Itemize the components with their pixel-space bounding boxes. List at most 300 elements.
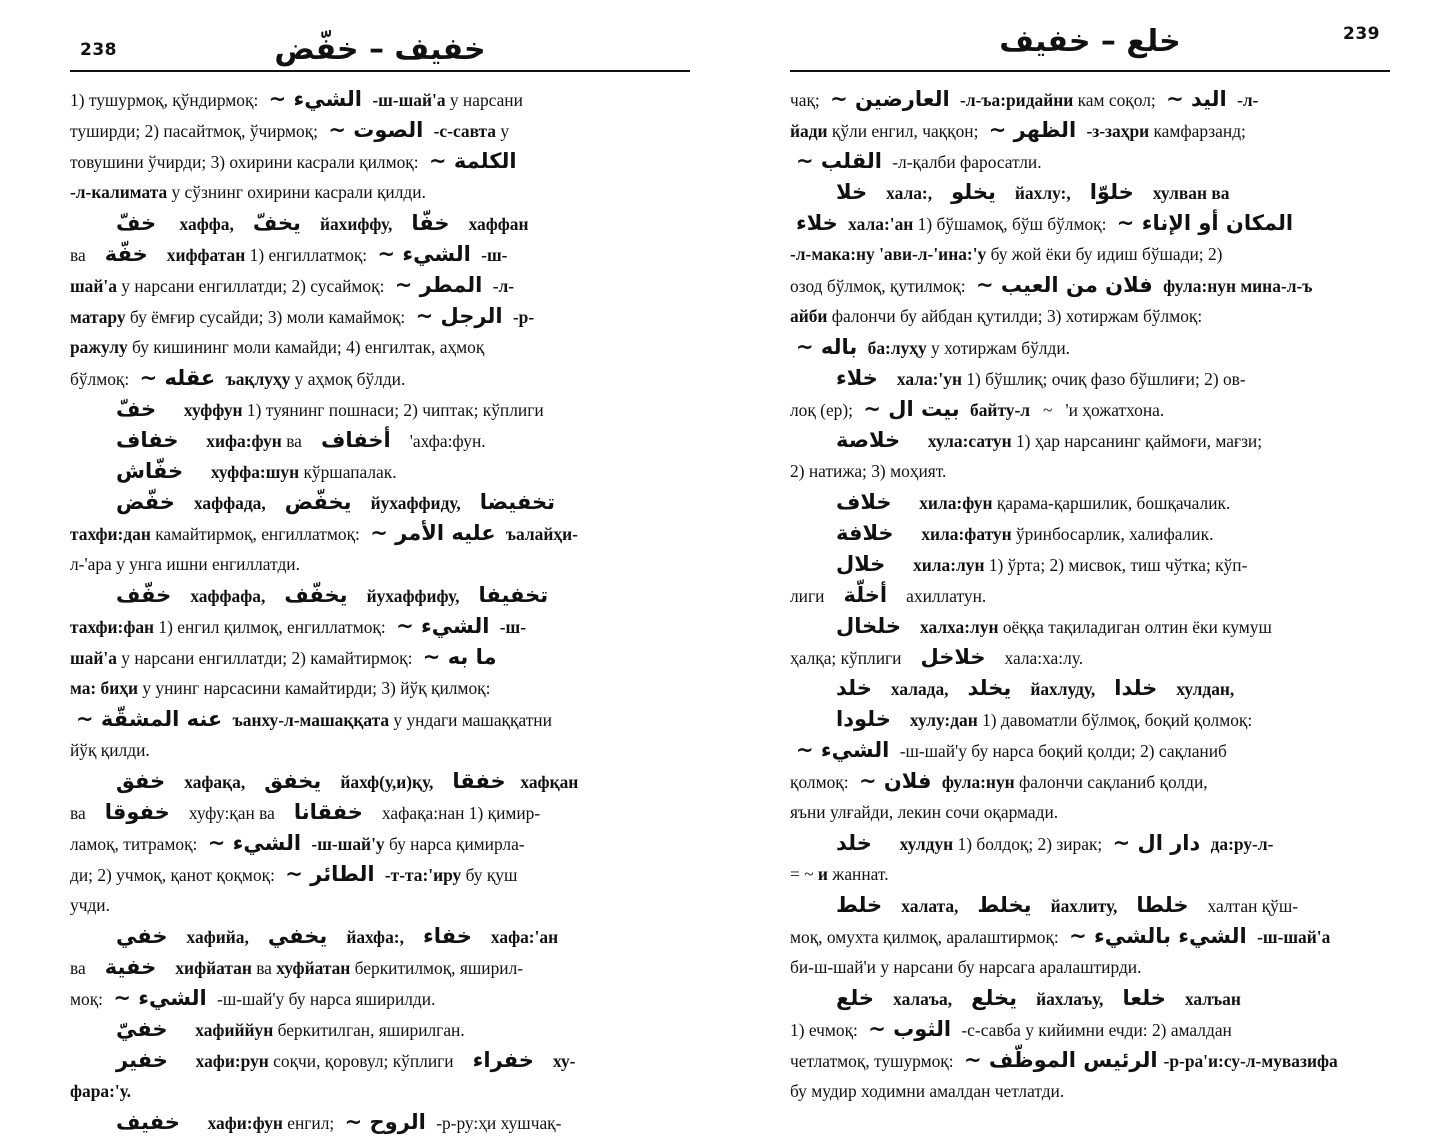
arabic-term: المكان أو الإناء ~ <box>1116 211 1294 235</box>
definition-text: ди; 2) учмоқ, қанот қоқмоқ: <box>70 865 280 885</box>
dictionary-line <box>790 425 1390 456</box>
transliteration: йахлаъу, <box>1036 989 1104 1009</box>
dictionary-line <box>790 487 1390 518</box>
dictionary-line <box>790 456 1390 487</box>
arabic-term: خفّض <box>116 490 175 514</box>
arabic-term: الرجل ~ <box>415 304 503 328</box>
dictionary-line <box>790 952 1390 983</box>
dictionary-line <box>790 84 1390 115</box>
definition-text: лоқ (ер); <box>790 400 858 420</box>
definition-text <box>189 462 211 482</box>
definition-text <box>888 896 901 916</box>
definition-text: жаннат. <box>827 864 889 884</box>
transliteration: ражулу <box>70 337 128 357</box>
definition-text: четлатмоқ, тушурмоқ: <box>790 1051 958 1071</box>
definition-text <box>478 927 491 947</box>
arabic-term: تخفيضا <box>479 490 556 514</box>
definition-text <box>162 400 184 420</box>
arabic-term: خفاء <box>422 924 472 948</box>
transliteration: -с-савта <box>429 121 496 141</box>
definition-text: ва <box>70 803 99 823</box>
transliteration: байту-л <box>965 400 1031 420</box>
transliteration: ъақлуҳу <box>221 369 291 389</box>
definition-text: хала:ха:лу. <box>991 648 1084 668</box>
transliteration: -л- <box>488 276 515 296</box>
transliteration: йади <box>790 121 828 141</box>
dictionary-line <box>70 146 690 177</box>
dictionary-line <box>790 642 1390 673</box>
dictionary-line <box>790 301 1390 332</box>
arabic-term: خلال <box>836 552 886 576</box>
transliteration: -ш-шай'а <box>367 90 446 110</box>
transliteration: шай'а <box>70 276 117 296</box>
arabic-term: الشيء بالشيء ~ <box>1069 924 1247 948</box>
dictionary-line <box>790 239 1390 270</box>
definition-text: -ш-шай'у бу нарса боқий қолди; 2) сақланиб <box>895 741 1227 761</box>
definition-text <box>392 214 405 234</box>
arabic-term: خفّف <box>116 583 172 607</box>
definition-text: 1) туянинг пошнаси; 2) чиптак; кўплиги <box>242 400 544 420</box>
transliteration: хулдун <box>899 834 954 854</box>
definition-text <box>307 214 320 234</box>
transliteration: и <box>817 864 828 884</box>
arabic-term: خلوّا <box>1089 180 1134 204</box>
definition-text <box>245 772 258 792</box>
definition-text: моқ: <box>70 989 108 1009</box>
arabic-term: يخفّض <box>284 490 352 514</box>
dictionary-line <box>70 859 690 890</box>
definition-text: у унинг нарсасини камайтирди; 3) йўқ қилмоқ: <box>138 678 491 698</box>
definition-text: халтан қўш- <box>1194 896 1299 916</box>
transliteration: халада, <box>890 679 949 699</box>
transliteration: хуффа:шун <box>210 462 300 482</box>
definition-text <box>162 958 175 978</box>
definition-text: 1) тушурмоқ, қўндирмоқ: <box>70 90 263 110</box>
arabic-term: بيت ال ~ <box>863 397 960 421</box>
transliteration: хала:'ан <box>843 214 914 234</box>
dictionary-line <box>70 518 690 549</box>
definition-text <box>1163 679 1176 699</box>
dictionary-line <box>70 921 690 952</box>
definition-text <box>891 555 913 575</box>
arabic-term: الصوت ~ <box>328 118 424 142</box>
arabic-term: القلب ~ <box>796 149 882 173</box>
definition-text: озод бўлмоқ, қутилмоқ: <box>790 276 970 296</box>
definition-text: 1) ўрта; 2) мисвок, тиш чўтка; кўп- <box>984 555 1248 575</box>
definition-text: қўли енгил, чаққон; <box>827 121 983 141</box>
definition-text: бу қуш <box>461 865 518 885</box>
definition-text: би-ш-шай'и у нарсани бу нарсага аралаштирди. <box>790 957 1142 977</box>
definition-text <box>897 710 910 730</box>
definition-text <box>900 524 922 544</box>
definition-text <box>1103 989 1116 1009</box>
definition-text <box>174 927 187 947</box>
arabic-term: خفيف <box>116 1110 180 1134</box>
definition-text: у нарсани <box>445 90 523 110</box>
arabic-term: الكلمة ~ <box>428 149 517 173</box>
dictionary-line <box>790 704 1390 735</box>
definition-text <box>540 1051 553 1071</box>
arabic-term: يخفي <box>267 924 328 948</box>
definition-text <box>266 493 279 513</box>
transliteration: хафи:рун <box>195 1051 269 1071</box>
transliteration: тахфи:дан <box>70 524 151 544</box>
transliteration: -р- <box>508 307 535 327</box>
dictionary-line <box>70 84 690 115</box>
arabic-term: خلطا <box>1136 893 1189 917</box>
dictionary-line <box>70 115 690 146</box>
arabic-term: خلخال <box>836 614 901 638</box>
dictionary-line <box>790 735 1390 766</box>
transliteration: хала:, <box>886 183 933 203</box>
dictionary-line <box>70 270 690 301</box>
definition-text: ва <box>70 958 99 978</box>
dictionary-line <box>70 1014 690 1045</box>
definition-text: беркитилмоқ, яширил- <box>350 958 524 978</box>
definition-text: ахиллатун. <box>893 586 987 606</box>
transliteration: хиффатан <box>166 245 246 265</box>
dictionary-line <box>790 890 1390 921</box>
arabic-term: الطائر ~ <box>285 862 375 886</box>
definition-text: товушини ўчирди; 3) охирини касрали қилмоқ: <box>70 152 423 172</box>
definition-text: хафақа:нан 1) қимир- <box>368 803 541 823</box>
arabic-term: عنه المشقّة ~ <box>76 707 223 731</box>
definition-text <box>1095 679 1108 699</box>
arabic-term: خلاء <box>796 211 838 235</box>
definition-text: бу жой ёки бу идиш бўшади; 2) <box>986 244 1223 264</box>
definition-text: ва <box>251 958 277 978</box>
definition-text <box>1002 183 1015 203</box>
definition-text: бу мудир ходимни амалдан четлатди. <box>790 1081 1065 1101</box>
dictionary-line <box>70 580 690 611</box>
definition-text: ламоқ, титрамоқ: <box>70 834 202 854</box>
transliteration: халъан <box>1184 989 1241 1009</box>
definition-text <box>186 1113 208 1133</box>
arabic-term: خفي <box>116 924 168 948</box>
dictionary-line <box>70 797 690 828</box>
definition-text <box>1140 183 1153 203</box>
transliteration: йахфа:, <box>346 927 404 947</box>
arabic-term: يخلط <box>977 893 1032 917</box>
arabic-term: خفق <box>116 769 166 793</box>
arabic-term: خلاء <box>836 366 878 390</box>
dictionary-line <box>70 177 690 208</box>
dictionary-line <box>70 301 690 332</box>
definition-text: -ш-шай'у бу нарса яширилди. <box>212 989 436 1009</box>
transliteration: фула:нун <box>941 772 1015 792</box>
arabic-term: خلودا <box>836 707 891 731</box>
transliteration: ъанху-л-машаққата <box>228 710 390 730</box>
definition-text: -с-савба у кийимни ечди: 2) амалдан <box>957 1020 1232 1040</box>
transliteration: -ш- <box>495 617 527 637</box>
transliteration: да:ру-л- <box>1206 834 1274 854</box>
definition-text <box>1038 896 1051 916</box>
dictionary-line <box>70 208 690 239</box>
definition-text <box>327 772 340 792</box>
dictionary-line <box>70 704 690 735</box>
arabic-term: خلط <box>836 893 883 917</box>
left-page-header <box>70 18 690 72</box>
transliteration: хула:сатун <box>927 431 1012 451</box>
dictionary-line <box>790 580 1390 611</box>
transliteration: фула:нун мина-л-ъ <box>1158 276 1313 296</box>
definition-text <box>461 493 474 513</box>
definition-text: у <box>495 121 510 141</box>
transliteration: -ш-шай'у <box>307 834 385 854</box>
dictionary-line <box>70 1076 690 1107</box>
transliteration: хафи:фун <box>207 1113 283 1133</box>
definition-text: 1) бўшамоқ, бўш бўлмоқ: <box>913 214 1111 234</box>
arabic-term: خلاصة <box>836 428 901 452</box>
transliteration: йахлуду, <box>1030 679 1096 699</box>
arabic-term: خفّ <box>116 397 157 421</box>
definition-text: оёққа тақиладиган олтин ёки кумуш <box>998 617 1272 637</box>
transliteration: хила:лун <box>913 555 985 575</box>
dictionary-line <box>790 673 1390 704</box>
arabic-term: خلد <box>836 831 872 855</box>
definition-text: 1) бўшлиқ; очиқ фазо бўшлиғи; 2) ов- <box>961 369 1246 389</box>
arabic-term: خفّا <box>411 211 450 235</box>
transliteration: -р-ра'и:су-л-мувазифа <box>1163 1051 1338 1071</box>
definition-text: соқчи, қоровул; кўплиги <box>268 1051 467 1071</box>
transliteration: халаъа, <box>893 989 953 1009</box>
arabic-term: خفاف <box>116 428 179 452</box>
definition-text <box>333 927 346 947</box>
dictionary-line <box>70 456 690 487</box>
definition-text: бўлмоқ: <box>70 369 134 389</box>
dictionary-line <box>70 952 690 983</box>
definition-text: ва <box>70 245 99 265</box>
definition-text: беркитилган, яширилган. <box>273 1020 465 1040</box>
definition-text: 1) ҳар нарсанинг қаймоғи, мағзи; <box>1011 431 1263 451</box>
definition-text <box>171 772 184 792</box>
left-page-body <box>70 72 690 1138</box>
dictionary-line <box>70 425 690 456</box>
arabic-term: خفراء <box>472 1048 534 1072</box>
dictionary-line <box>790 549 1390 580</box>
definition-text <box>884 369 897 389</box>
dictionary-line <box>70 1107 690 1138</box>
transliteration: ма: биҳи <box>70 678 138 698</box>
definition-text <box>358 493 371 513</box>
definition-text <box>174 1051 196 1071</box>
transliteration: йахиффу, <box>319 214 393 234</box>
definition-text: яъни улғайди, лекин сочи оқармади. <box>790 802 1059 822</box>
definition-text <box>459 586 472 606</box>
transliteration: фара:'у. <box>70 1081 132 1101</box>
dictionary-line <box>70 766 690 797</box>
definition-text <box>433 772 446 792</box>
right-page-header <box>790 18 1390 72</box>
arabic-term: خلع <box>836 986 875 1010</box>
definition-text <box>249 927 262 947</box>
left-page-number: 238 <box>80 40 117 60</box>
definition-text: у сўзнинг охирини касрали қилди. <box>167 182 426 202</box>
transliteration: матару <box>70 307 126 327</box>
definition-text: камайтирмоқ, енгиллатмоқ: <box>150 524 365 544</box>
arabic-term: خفّ <box>116 211 157 235</box>
definition-text <box>958 896 971 916</box>
transliteration: хулу:дан <box>909 710 978 730</box>
transliteration: халха:лун <box>920 617 999 637</box>
definition-text: = ~ <box>790 864 818 884</box>
definition-text <box>878 679 891 699</box>
arabic-term: خفية <box>104 955 157 979</box>
dictionary-line <box>790 177 1390 208</box>
definition-text <box>354 586 367 606</box>
transliteration: хила:фун <box>919 493 993 513</box>
definition-text <box>177 586 190 606</box>
definition-text <box>404 927 417 947</box>
transliteration: ба:луҳу <box>863 338 927 358</box>
arabic-term: خلا <box>836 180 868 204</box>
definition-text: лиги <box>790 586 838 606</box>
dictionary-line <box>70 611 690 642</box>
dictionary-line <box>790 394 1390 425</box>
arabic-term: تخفيفا <box>478 583 549 607</box>
transliteration: хаффа, <box>179 214 234 234</box>
definition-text <box>897 493 919 513</box>
arabic-term: عليه الأمر ~ <box>370 521 496 545</box>
definition-text <box>952 989 965 1009</box>
arabic-term: عقله ~ <box>139 366 216 390</box>
dictionary-line <box>70 363 690 394</box>
dictionary-line <box>70 735 690 766</box>
dictionary-line <box>70 394 690 425</box>
dictionary-line <box>790 270 1390 301</box>
arabic-term: خفّة <box>104 242 148 266</box>
transliteration: хулдан, <box>1176 679 1235 699</box>
definition-text: учди. <box>70 895 110 915</box>
definition-text <box>154 245 167 265</box>
definition-text <box>949 679 962 699</box>
arabic-term: الروح ~ <box>344 1110 426 1134</box>
dictionary-line <box>70 549 690 580</box>
transliteration: хаффафа, <box>190 586 266 606</box>
definition-text <box>932 183 945 203</box>
definition-text: л-'ара у унга ишни енгиллатди. <box>70 554 300 574</box>
dictionary-line <box>790 983 1390 1014</box>
definition-text: 1) болдоқ; 2) зирак; <box>953 834 1107 854</box>
arabic-term: دار ال ~ <box>1112 831 1201 855</box>
definition-text: кўршапалак. <box>299 462 397 482</box>
definition-text <box>1017 679 1030 699</box>
arabic-term: الشيء ~ <box>207 831 302 855</box>
definition-text <box>1023 989 1036 1009</box>
transliteration: -л-ъа:ридайни <box>960 90 1074 110</box>
arabic-term: خفير <box>116 1048 168 1072</box>
transliteration: хафқан <box>520 772 579 792</box>
definition-text: 1) ечмоқ: <box>790 1020 863 1040</box>
definition-text: 1) енгил қилмоқ, енгиллатмоқ: <box>154 617 391 637</box>
arabic-term: يخفّ <box>252 211 301 235</box>
definition-text <box>456 214 469 234</box>
arabic-term: خلد <box>836 676 872 700</box>
dictionary-line <box>70 1045 690 1076</box>
transliteration: хаффан <box>468 214 529 234</box>
transliteration: хуфйатан <box>276 958 351 978</box>
definition-text: бу кишининг моли камайди; 4) енгилтак, аҳмоқ <box>127 337 485 357</box>
definition-text <box>1071 183 1084 203</box>
transliteration: хулван ва <box>1152 183 1230 203</box>
arabic-term: خفوقا <box>104 800 170 824</box>
definition-text: кам соқол; <box>1073 90 1161 110</box>
definition-text: чақ; <box>790 90 825 110</box>
definition-text: у хотиржам бўлди. <box>926 338 1070 358</box>
dictionary-line <box>790 115 1390 146</box>
arabic-term: خفيّ <box>116 1017 168 1041</box>
transliteration: хуффун <box>183 400 243 420</box>
transliteration: хила:фатун <box>921 524 1012 544</box>
dictionary-line <box>70 642 690 673</box>
definition-text <box>880 989 893 1009</box>
arabic-term: خفقانا <box>293 800 363 824</box>
arabic-term: يخلو <box>951 180 996 204</box>
arabic-term: أخلّة <box>843 583 888 607</box>
arabic-term: خلافة <box>836 521 894 545</box>
arabic-term: الشيء ~ <box>396 614 490 638</box>
dictionary-line <box>790 828 1390 859</box>
right-page <box>790 18 1390 1101</box>
dictionary-line <box>790 797 1390 828</box>
arabic-term: ما به ~ <box>422 645 497 669</box>
definition-text: енгил; <box>282 1113 339 1133</box>
definition-text: 1) давоматли бўлмоқ, боқий қолмоқ: <box>977 710 1253 730</box>
arabic-term: فلان ~ <box>858 769 932 793</box>
dictionary-line <box>790 1045 1390 1076</box>
transliteration: -л-мака:ну 'ави-л-'ина:'у <box>790 244 987 264</box>
definition-text <box>234 214 247 234</box>
transliteration: хифа:фун <box>206 431 282 451</box>
transliteration: хаффада, <box>193 493 266 513</box>
transliteration: хафиййун <box>195 1020 274 1040</box>
transliteration: йухаффифу, <box>366 586 460 606</box>
arabic-term: الشيء ~ <box>113 986 207 1010</box>
arabic-term: يخلد <box>967 676 1012 700</box>
arabic-term: أخفاف <box>320 428 391 452</box>
transliteration: хафа:'ан <box>490 927 559 947</box>
transliteration: йахлиту, <box>1050 896 1118 916</box>
transliteration: тахфи:фан <box>70 617 155 637</box>
dictionary-line <box>70 673 690 704</box>
definition-text: туширди; 2) пасайтмоқ, ўчирмоқ; <box>70 121 323 141</box>
transliteration: -л-калимата <box>70 182 168 202</box>
dictionary-line <box>70 983 690 1014</box>
arabic-term: الثوب ~ <box>868 1017 952 1041</box>
transliteration: ъалайҳи- <box>501 524 578 544</box>
definition-text <box>185 431 207 451</box>
left-running-head: خفيف – خفّض <box>274 32 486 67</box>
arabic-term: خلاف <box>836 490 892 514</box>
transliteration: -т-та:'иру <box>380 865 462 885</box>
dictionary-line <box>70 487 690 518</box>
transliteration: -ш-шай'а <box>1252 927 1331 947</box>
arabic-term: الرئيس الموظّف ~ <box>963 1048 1158 1072</box>
definition-text <box>162 214 179 234</box>
dictionary-line <box>70 828 690 859</box>
dictionary-line <box>790 611 1390 642</box>
arabic-term: العارضين ~ <box>830 87 950 111</box>
transliteration: айби <box>790 306 828 326</box>
arabic-term: باله ~ <box>796 335 858 359</box>
definition-text: 2) натижа; 3) моҳият. <box>790 461 947 481</box>
dictionary-line <box>790 921 1390 952</box>
definition-text: у ундаги машаққатни <box>389 710 552 730</box>
arabic-term: خلعا <box>1122 986 1166 1010</box>
definition-text: йўқ қилди. <box>70 740 150 760</box>
transliteration: -ш- <box>476 245 508 265</box>
definition-text <box>1172 989 1185 1009</box>
